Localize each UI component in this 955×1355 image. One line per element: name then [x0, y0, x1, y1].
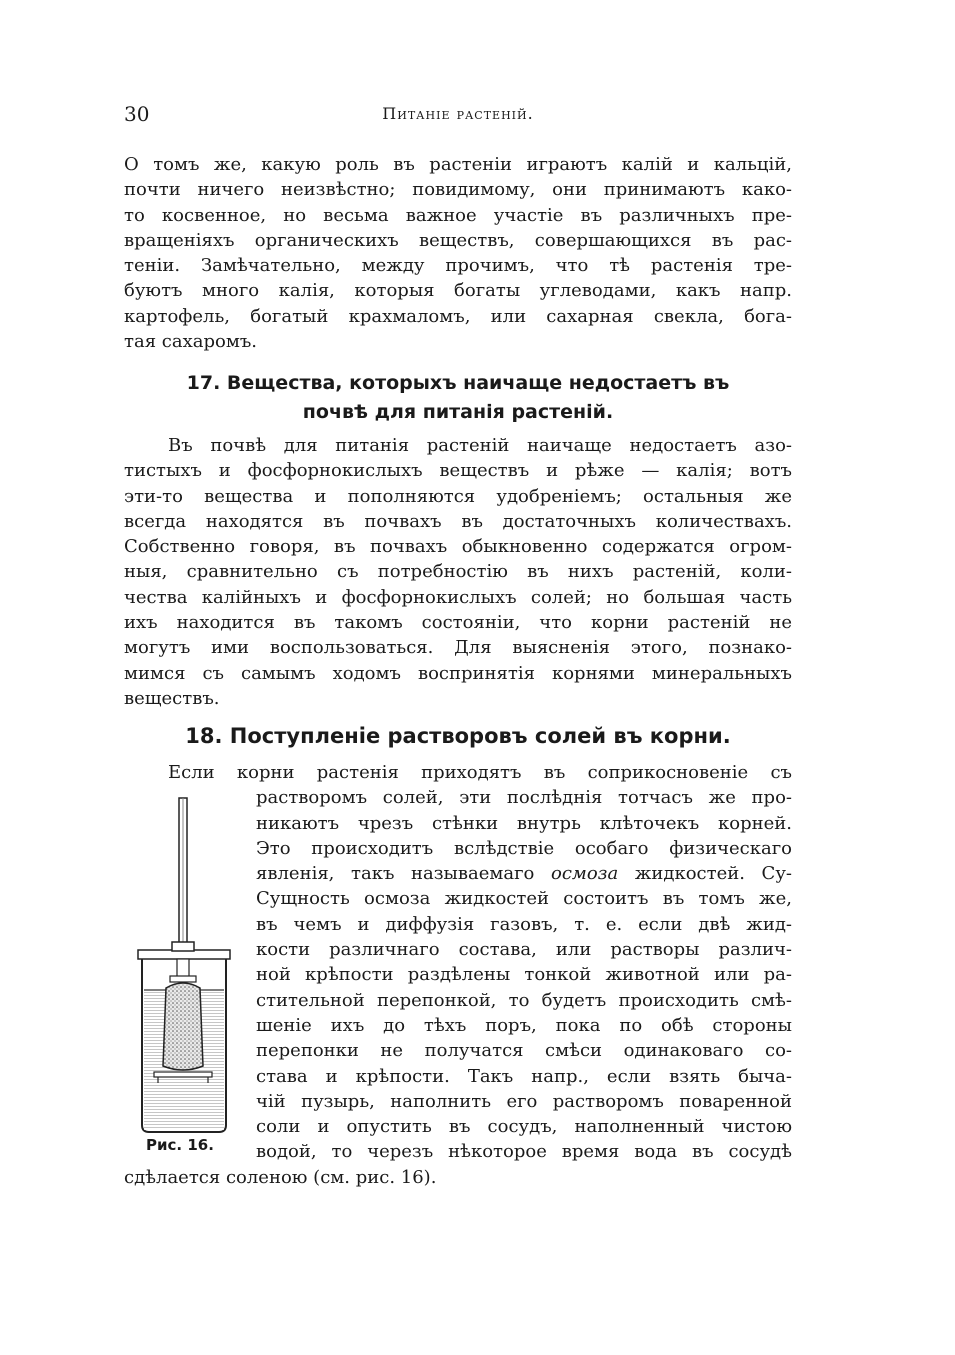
text-line: вращеніяхъ органическихъ веществъ, совершающихся въ рас- — [124, 229, 792, 251]
text-line: сдѣлается соленою (см. рис. 16). — [124, 1166, 437, 1188]
italic-term: осмоза — [550, 863, 619, 885]
text-line: Въ почвѣ для питанія растеній наичаще недостаетъ азо- — [168, 435, 792, 456]
text-line: чій пузырь, наполнить его растворомъ поваренной — [256, 1090, 792, 1112]
text-line: картофель, богатый крахмаломъ, или сахарная свекла, бога- — [124, 305, 792, 327]
text-line: Если корни растенія приходятъ въ соприкосновеніе съ — [168, 762, 792, 783]
running-title: Питаніе растеній. — [382, 104, 534, 123]
text-line: всегда находятся въ почвахъ въ достаточныхъ количествахъ. — [124, 510, 792, 532]
paragraph-2 — [124, 433, 792, 711]
section-17-heading — [124, 369, 792, 427]
text-line: тая сахаромъ. — [124, 331, 257, 353]
text-line: почти ничего неизвѣстно; повидимому, они принимаютъ како- — [124, 179, 792, 201]
section-18-heading — [124, 722, 792, 751]
text-line: ныя, сравнительно съ потребностію въ нихъ растеній, коли- — [124, 561, 792, 583]
text-line: шеніе ихъ до тѣхъ поръ, пока по обѣ стороны — [256, 1014, 792, 1036]
figure-16 — [128, 790, 238, 1160]
text-line: Сущность осмоза жидкостей состоитъ въ томъ же, — [256, 888, 792, 910]
paragraph-1 — [124, 152, 792, 354]
text-line: въ чемъ и диффузія газовъ, т. е. если двѣ жид- — [256, 913, 792, 935]
text-line: то косвенное, но весьма важное участіе въ различныхъ пре- — [124, 204, 792, 226]
text-line: буютъ много калія, которыя богаты углеводами, какъ напр. — [124, 280, 792, 302]
text-line: стительной перепонкой, то будетъ происходить смѣ- — [256, 989, 792, 1011]
page-number: 30 — [124, 102, 150, 126]
text-line-with-italic — [256, 861, 792, 886]
text-line: тистыхъ и фосфорнокислыхъ веществъ и рѣже — калія; вотъ — [124, 460, 792, 482]
text-line: чества калійныхъ и фосфорнокислыхъ солей; но большая часть — [124, 586, 792, 608]
text-line: става и крѣпости. Такъ напр., если взять быча- — [256, 1065, 792, 1087]
text-segment: явленія, такъ называемаго — [256, 863, 551, 885]
text-line: Это происходитъ вслѣдствіе особаго физическаго — [256, 837, 792, 859]
text-line: перепонки не получатся смѣси одинаковаго со- — [256, 1040, 792, 1062]
page-header — [124, 102, 792, 132]
text-line: могутъ ими воспользоваться. Для выясненія этого, познако- — [124, 637, 792, 659]
text-line: ной крѣпости раздѣлены тонкой животной или ра- — [256, 964, 792, 986]
text-line: ихъ находится въ такомъ состояніи, что корни растеній не — [124, 612, 792, 634]
text-line: соли и опустить въ сосудъ, наполненный чистою — [256, 1116, 792, 1138]
text-line: водой, то черезъ нѣкоторое время вода въ сосудѣ — [256, 1141, 792, 1163]
figure-caption: Рис. 16. — [146, 1136, 214, 1154]
text-line: никаютъ чрезъ стѣнки внутрь клѣточекъ корней. — [256, 812, 792, 834]
text-line: О томъ же, какую роль въ растеніи играютъ калій и кальцій, — [124, 154, 792, 175]
section-17-heading-line-2: почвѣ для питанія растеній. — [302, 401, 614, 423]
text-line: Собственно говоря, въ почвахъ обыкновенно содержатся огром- — [124, 536, 792, 558]
text-line: кости различнаго состава, или растворы различ- — [256, 939, 792, 961]
text-line: растворомъ солей, эти послѣднія тотчасъ же про- — [256, 787, 792, 809]
text-segment: жидкостей. Су- — [618, 863, 792, 885]
text-line: эти-то вещества и пополняются удобреніемъ; остальныя же — [124, 485, 792, 507]
section-17-heading-line-1: 17. Вещества, которыхъ наичаще недостаетъ въ — [186, 372, 730, 394]
section-18-heading-text: 18. Поступленіе растворовъ солей въ корни. — [185, 724, 731, 748]
text-line: веществъ. — [124, 687, 220, 709]
osmosis-apparatus-icon — [128, 790, 238, 1140]
text-line: теніи. Замѣчательно, между прочимъ, что тѣ растенія тре- — [124, 255, 792, 277]
text-line: мимся съ самымъ ходомъ воспринятія корнями минеральныхъ — [124, 662, 792, 684]
